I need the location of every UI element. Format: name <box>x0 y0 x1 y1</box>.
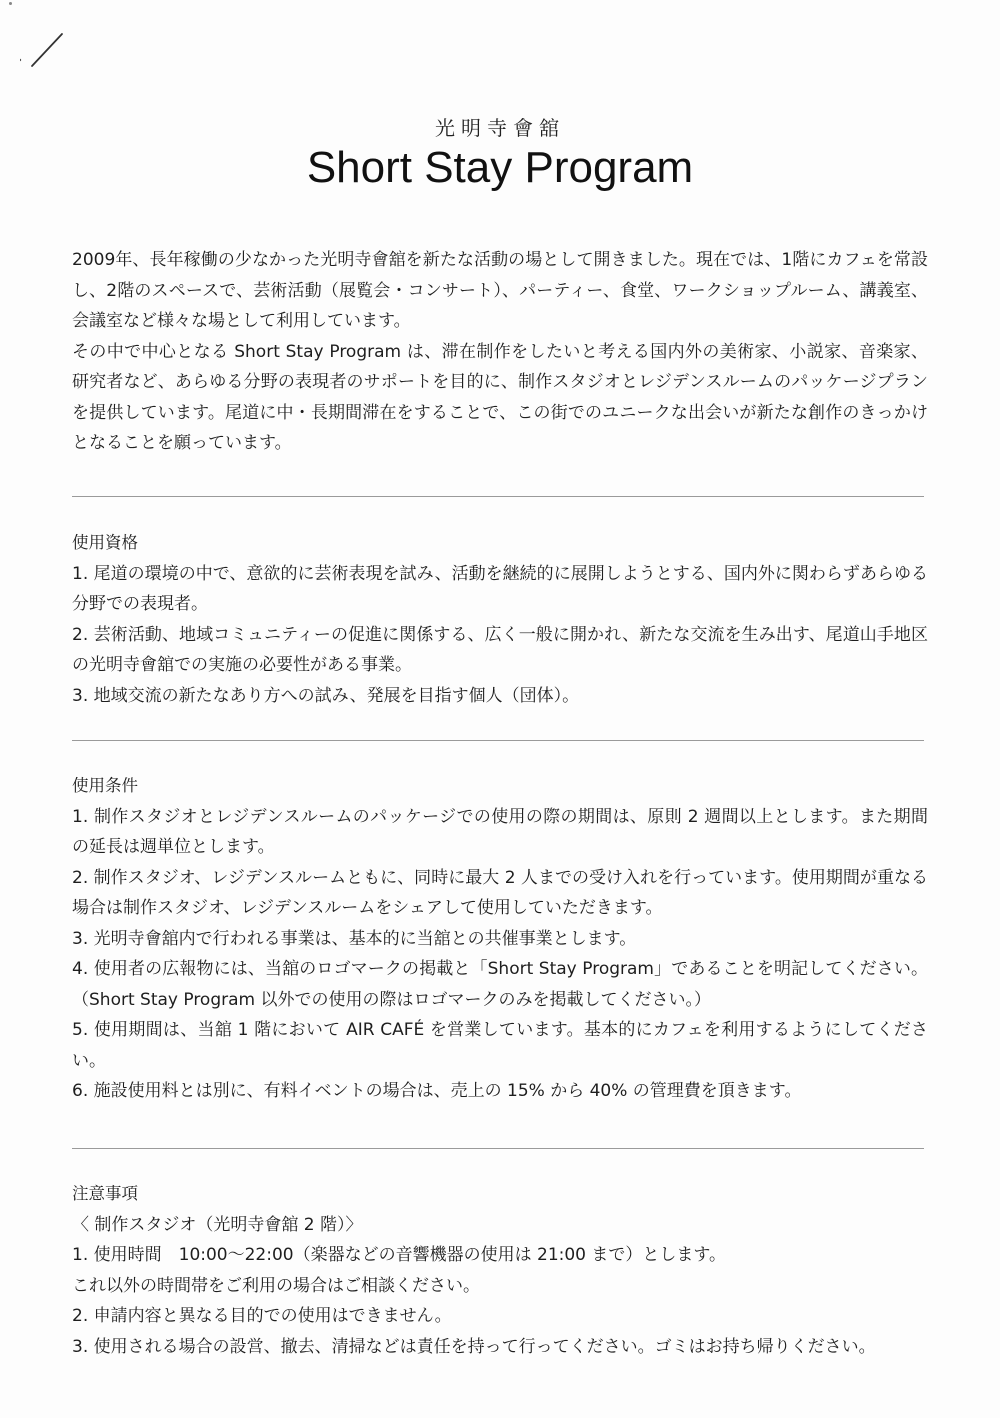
section-divider <box>72 740 924 741</box>
list-item: 3. 光明寺會舘内で行われる事業は、基本的に当舘との共催事業とします。 <box>72 928 637 949</box>
section-divider <box>72 496 924 497</box>
list-item: 2. 芸術活動、地域コミュニティーの促進に関係する、広く一般に開かれ、新たな交流を生み出す、尾道山手地区の光明寺會舘での実施の必要性がある事業。 <box>72 624 928 675</box>
venue-name: 光明寺會舘 <box>435 116 565 140</box>
scan-dot <box>9 2 12 5</box>
section-heading: 注意事項 <box>72 1184 138 1203</box>
section-conditions <box>72 771 928 1107</box>
list-item: 4. 使用者の広報物には、当舘のロゴマークの掲載と「Short Stay Program」であることを明記してください。（Short Stay Program 以外での使用の際はロゴマークのみを掲載してください。） <box>72 959 928 1010</box>
section-eligibility <box>72 528 928 711</box>
list-item: 2. 申請内容と異なる目的での使用はできません。 <box>72 1306 452 1326</box>
intro-paragraph: その中で中心となる Short Stay Program は、滞在制作をしたいと考える国内外の美術家、小説家、音楽家、研究者など、あらゆる分野の表現者のサポートを目的に、制作スタジオとレジデンスルームのパッケージプランを提供しています。尾道に中・長期間滞在をすることで、この街でのユニークな出会いが新たな創作のきっかけとなることを願っています。 <box>72 341 928 453</box>
list-item: 3. 使用される場合の設営、撤去、清掃などは責任を持って行ってください。ゴミはお持ち帰りください。 <box>72 1336 876 1357</box>
section-notes <box>72 1179 928 1362</box>
page-title: Short Stay Program <box>306 143 694 192</box>
list-item: これ以外の時間帯をご利用の場合はご相談ください。 <box>72 1275 480 1296</box>
intro-paragraph: 2009年、長年稼働の少なかった光明寺會舘を新たな活動の場として開きました。現在では、1階にカフェを常設し、2階のスペースで、芸術活動（展覧会・コンサート）、パーティー、食堂、ワークショップルーム、講義室、会議室など様々な場として利用しています。 <box>72 250 928 331</box>
list-item: 6. 施設使用料とは別に、有料イベントの場合は、売上の 15% から 40% の管理費を頂きます。 <box>72 1081 802 1101</box>
list-item: 2. 制作スタジオ、レジデンスルームともに、同時に最大 2 人までの受け入れを行っています。使用期間が重なる場合は制作スタジオ、レジデンスルームをシェアして使用していただきます。 <box>72 867 928 918</box>
pen-stroke-mark <box>20 30 80 80</box>
section-heading: 使用条件 <box>72 776 138 795</box>
section-heading: 使用資格 <box>72 533 138 552</box>
section-subheading: 〈 制作スタジオ（光明寺會舘 2 階）〉 <box>72 1214 363 1235</box>
list-item: 1. 使用時間 10:00〜22:00（楽器などの音響機器の使用は 21:00 まで）とします。 <box>72 1245 727 1265</box>
list-item: 5. 使用期間は、当舘 1 階において AIR CAFÉ を営業しています。基本的にカフェを利用するようにしてください。 <box>72 1020 928 1071</box>
list-item: 1. 制作スタジオとレジデンスルームのパッケージでの使用の際の期間は、原則 2 週間以上とします。また期間の延長は週単位とします。 <box>72 806 928 857</box>
intro-block <box>72 245 928 459</box>
list-item: 1. 尾道の環境の中で、意欲的に芸術表現を試み、活動を継続的に展開しようとする、国内外に関わらずあらゆる分野での表現者。 <box>72 563 928 614</box>
section-divider <box>72 1148 924 1149</box>
list-item: 3. 地域交流の新たなあり方への試み、発展を目指す個人（団体）。 <box>72 685 580 706</box>
